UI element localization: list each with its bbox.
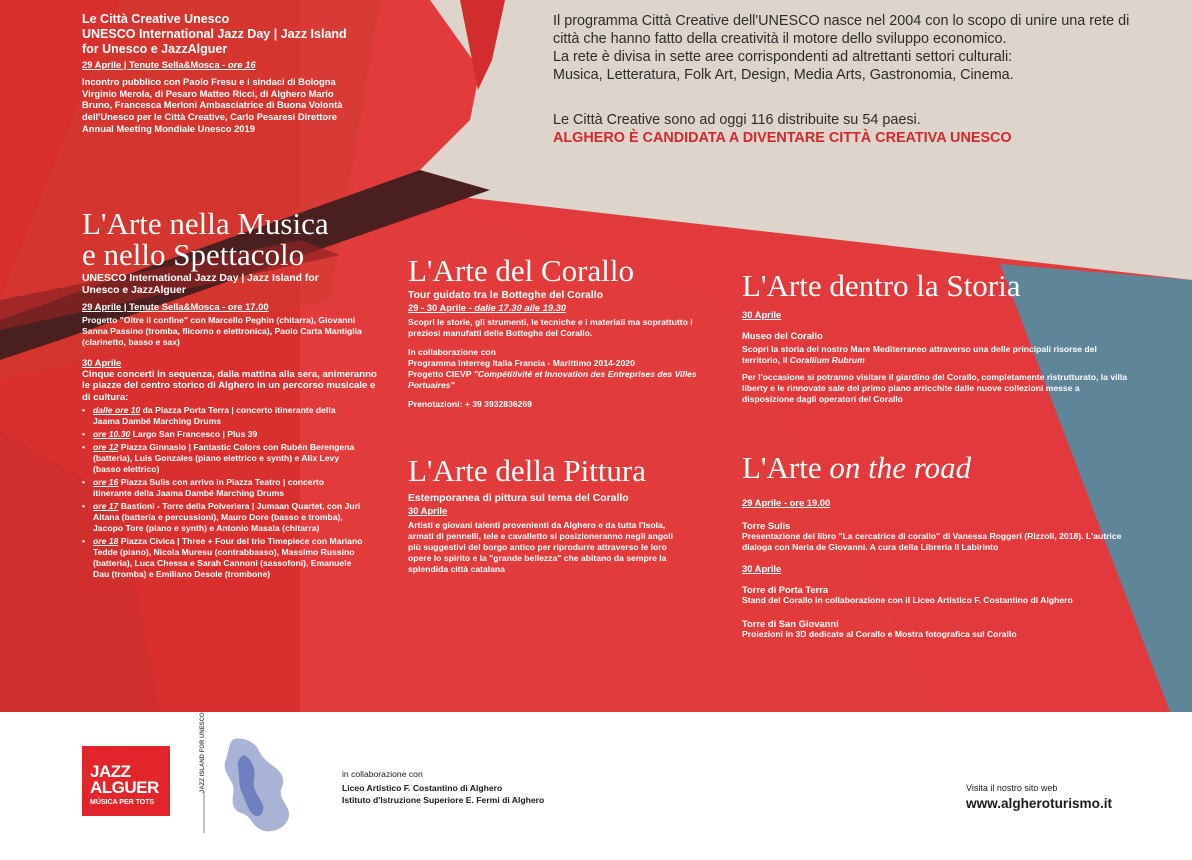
road-title-a: L'Arte xyxy=(742,450,830,485)
jazz-island-caption: JAZZ ISLAND FOR UNESCO xyxy=(200,712,206,793)
city-creative-intro-block xyxy=(82,12,364,135)
website-link[interactable]: www.algheroturismo.it xyxy=(966,796,1113,811)
musica-section xyxy=(82,208,382,582)
pittura-date: 30 Aprile xyxy=(408,505,448,516)
corallo-date: 29 - 30 Aprile xyxy=(408,302,469,313)
event-item: • ore 10.30 Largo San Francesco | Plus 39 xyxy=(82,429,364,440)
event-item: • ore 18 Piazza Civica | Three + Four del trio Timepiece con Mariano Tedde (piano), Nicola Muresu (contrabbasso), Massimo Russino (batteria), Luca Chessa e Sarah Cannoni (sassofoni), Emanuele Dau (tromba) e Emiliano Desole (trombone) xyxy=(82,536,364,580)
musica-title-line2: e nello Spettacolo xyxy=(82,237,305,272)
corallo-time: - dalle 17.30 alle 19.30 xyxy=(468,302,567,313)
musica-date1: 29 Aprile | Tenute Sella&Mosca - ore 17.00 xyxy=(82,301,269,312)
event-item: • dalle ore 10 da Piazza Porta Terra | concerto itinerante della Jaama Dambé Marching Drums xyxy=(82,405,364,427)
top-body: Incontro pubblico con Paolo Fresu e i sindaci di Bologna Virginio Merola, di Pesaro Matteo Ricci, di Alghero Mario Bruno, Francesca Merloni Ambasciatrice di Buona Volontà dell'Unesco per le Città Creative, Carlo Pesaresi Direttore Annual Meeting Mondiale Unesco 2019 xyxy=(82,75,343,134)
storia-body1b: Corallium Rubrum xyxy=(789,355,865,365)
corallo-collab4: "Compétitivité et Innovation des Entreprises des Villes Portuaires" xyxy=(408,369,697,390)
storia-body1a: Scopri la storia del nostro Mare Mediterraneo attraverso una delle principali risorse del territorio, il xyxy=(742,344,1097,365)
road-body2: Stand del Corallo in collaborazione con il Liceo Artistico F. Costantino di Alghero xyxy=(742,595,1073,605)
collab-liceo: Liceo Artistico F. Costantino di Alghero xyxy=(342,783,503,793)
corallo-phone: Prenotazioni: + 39 3932836269 xyxy=(408,399,532,409)
corallo-collab2: Programma Interreg Italia Francia - Marittimo 2014-2020 xyxy=(408,358,635,368)
road-title-b: on the road xyxy=(829,450,972,485)
top-title: Le Città Creative Unesco xyxy=(82,12,230,26)
road-place1: Torre Sulis xyxy=(742,520,791,531)
website-block xyxy=(966,783,1112,811)
corallo-section xyxy=(408,255,708,410)
road-body1: Presentazione del libro "La cercatrice di corallo" di Vanessa Roggeri (Rizzoli, 2018). L'autrice dialoga con Neria de Giovanni. A cura della Libreria Il Labirinto xyxy=(742,531,1122,552)
road-date2: 30 Aprile xyxy=(742,563,782,574)
event-item: • ore 12 Piazza Ginnasio | Fantastic Colors con Rubén Berengena (batteria), Luis Gonzales (piano elettrico e synth) e Alix Levy (basso elettrico) xyxy=(82,442,364,475)
collab-intro: in collaborazione con xyxy=(342,769,423,779)
top-time: ore 16 xyxy=(227,59,256,70)
storia-place: Museo del Corallo xyxy=(742,330,823,341)
intro-p5: ALGHERO È CANDIDATA A DIVENTARE CITTÀ CREATIVA UNESCO xyxy=(553,130,1012,146)
top-date: 29 Aprile | Tenute Sella&Mosca - xyxy=(82,59,228,70)
musica-body1: Progetto "Oltre il confine" con Marcello Peghin (chitarra), Giovanni Sanna Passino (tromba, flicorno e elettronica), Paolo Carta Mantiglia (clarinetto, basso e sax) xyxy=(82,314,362,347)
musica-events xyxy=(82,405,364,580)
collaboration-block xyxy=(342,767,544,807)
road-place2: Torre di Porta Terra xyxy=(742,584,829,595)
intro-p4: Le Città Creative sono ad oggi 116 distribuite su 54 paesi. xyxy=(553,112,921,128)
intro-p2: La rete è divisa in sette aree corrispondenti ad altrettanti settori culturali: xyxy=(553,49,1013,65)
musica-date2: 30 Aprile xyxy=(82,356,122,368)
pittura-subtitle: Estemporanea di pittura sul tema del Corallo xyxy=(408,493,629,504)
pittura-body: Artisti e giovani talenti provenienti da Alghero e da tutta l'Isola, armati di pennelli, tele e cavalletto si posizioneranno negli angoli più suggestivi del borgo antico per riprodurre attraverso le loro opere lo spirito e la "grande bellezza" che abitano da sempre la splendida città catalana xyxy=(408,520,674,574)
event-item: • ore 16 Piazza Sulis con arrivo in Piazza Teatro | concerto itinerante della Jaama Dambé Marching Drums xyxy=(82,477,364,499)
corallo-collab1: In collaborazione con xyxy=(408,347,496,357)
corallo-title: L'Arte del Corallo xyxy=(408,253,634,288)
storia-title: L'Arte dentro la Storia xyxy=(742,268,1021,303)
road-section xyxy=(742,452,1162,640)
pittura-title: L'Arte della Pittura xyxy=(408,453,647,488)
road-date1: 29 Aprile - ore 19.00 xyxy=(742,497,831,508)
musica-title-line1: L'Arte nella Musica xyxy=(82,206,329,241)
musica-body2: Cinque concerti in sequenza, dalla mattina alla sera, animeranno le piazze del centro storico di Alghero in un percorso musicale e di cultura: xyxy=(82,368,377,403)
road-place3: Torre di San Giovanni xyxy=(742,618,839,629)
collab-istituto: Istituto d'Istruzione Superiore E. Fermi di Alghero xyxy=(342,795,545,805)
event-item: • ore 17 Bastioni - Torre della Polveriera | Jumaan Quartet, con Juri Altana (batteria e percussioni), Mauro Dore (basso e tromba), Jacopo Tore (piano e synth) e Antonio Masala (chitarra) xyxy=(82,501,364,534)
road-body3: Proiezioni in 3D dedicate al Corallo e Mostra fotografica sul Corallo xyxy=(742,629,1017,639)
pittura-section xyxy=(408,455,693,575)
musica-subtitle: UNESCO International Jazz Day | Jazz Island for Unesco e JazzAlguer xyxy=(82,273,319,296)
jazz-alguer-logo: JAZZ ALGUER MÚSICA PER TOTS xyxy=(82,746,170,816)
visit-label: Visita il nostro sito web xyxy=(966,783,1058,793)
storia-body2: Per l'occasione si potranno visitare il giardino del Corallo, completamente ristrutturato, la villa liberty e le rinnovate sale del primo piano arricchite dalle nuove collezioni messe a disposizione dagli operatori del Corallo xyxy=(742,372,1128,404)
storia-date: 30 Aprile xyxy=(742,309,782,320)
corallo-collab3: Progetto CIEVP xyxy=(408,369,474,379)
top-subtitle: UNESCO International Jazz Day | Jazz Island for Unesco e JazzAlguer xyxy=(82,27,347,56)
intro-p1: Il programma Città Creative dell'UNESCO nasce nel 2004 con lo scopo di unire una rete di città che hanno fatto della creatività il motore dello sviluppo economico. xyxy=(553,13,1130,47)
intro-text-block xyxy=(553,12,1133,147)
corallo-subtitle: Tour guidato tra le Botteghe del Corallo xyxy=(408,290,603,301)
storia-section xyxy=(742,270,1142,405)
corallo-body: Scopri le storie, gli strumenti, le tecniche e i materiali ma soprattutto i preziosi manufatti delle Botteghe del Corallo. xyxy=(408,317,693,338)
intro-p3: Musica, Letteratura, Folk Art, Design, Media Arts, Gastronomia, Cinema. xyxy=(553,67,1014,83)
jazz-island-logo xyxy=(196,735,306,835)
